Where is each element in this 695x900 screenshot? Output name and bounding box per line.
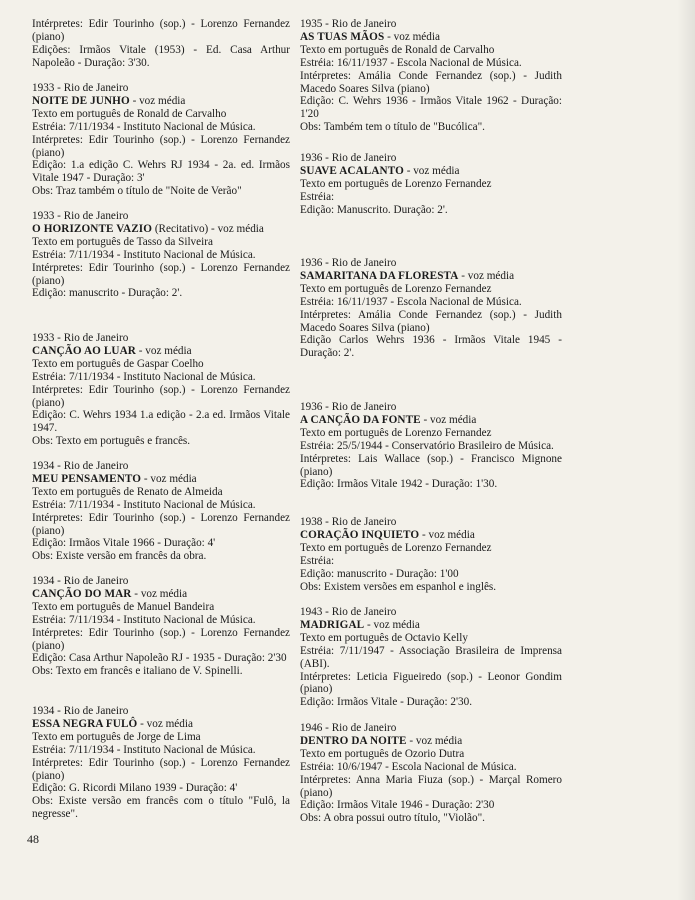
entry-line: Edição: manuscrito - Duração: 2'. [32,287,183,300]
entry-title: SUAVE ACALANTO [300,164,404,177]
entry-heading [32,718,290,731]
entry-line: Edição: manuscrito - Duração: 1'00 [300,567,459,580]
entry-continuation [32,18,290,70]
entry-line: Intérpretes: Anna Maria Fiuza (sop.) - Marçal Romero (piano) [300,773,562,799]
entry-title: MEU PENSAMENTO [32,472,142,485]
entry-line: Obs: A obra possui outro título, "Violão". [300,812,485,825]
entry-title: ESSA NEGRA FULÔ [32,717,138,730]
entry-heading [300,529,562,542]
entry-line: Intérpretes: Amália Conde Fernandez (sop.) - Judith Macedo Soares Silva (piano) [300,69,562,95]
entry-heading [300,270,562,283]
entry-madrigal [300,606,562,709]
entry-year-place: 1936 - Rio de Janeiro [300,152,397,164]
entry-line: Obs: Também tem o título de "Bucólica". [300,121,485,134]
entry-line: Edição: C. Wehrs 1934 1.a edição - 2.a ed. Irmãos Vitale 1947. [32,409,290,435]
entry-essa-negra-fulo [32,705,290,821]
entry-line: Edição: Irmãos Vitale 1942 - Duração: 1'30. [300,478,498,491]
entry-voice: - voz média [458,269,515,282]
entry-title: SAMARITANA DA FLORESTA [300,269,459,282]
entry-voice: - voz média [131,587,188,600]
entry-cancao-ao-luar [32,332,290,448]
entry-year-place: 1933 - Rio de Janeiro [32,210,129,222]
entry-heading [300,619,562,632]
entry-voice: - voz média [403,164,460,177]
entry-o-horizonte-vazio [32,210,290,300]
entry-line: Texto em português de Tasso da Silveira [32,235,213,248]
entry-line: Estréia: 7/11/1934 - Instituto Nacional de Música. [32,498,256,511]
entry-as-tuas-maos [300,18,562,134]
entry-line: Estréia: 7/11/1934 - Instituto Nacional de Música. [32,743,256,756]
entry-samaritana-da-floresta [300,257,562,360]
entry-line: Edição: Irmãos Vitale 1946 - Duração: 2'30 [300,799,495,812]
entry-line: Estréia: [300,554,335,567]
entry-line: Intérpretes: Edir Tourinho (sop.) - Lorenzo Fernandez (piano) [32,18,290,43]
entry-dentro-da-noite [300,722,562,825]
entry-line: Intérpretes: Leticia Figueiredo (sop.) - Leonor Gondim (piano) [300,670,562,696]
entry-line: Texto em português de Ronald de Carvalho [32,107,227,120]
entry-line: Intérpretes: Lais Wallace (sop.) - Francisco Mignone (piano) [300,452,562,478]
entry-line: Edição: 1.a edição C. Wehrs RJ 1934 - 2a. ed. Irmãos Vitale 1947 - Duração: 3' [32,159,290,185]
entry-title: CANÇÃO AO LUAR [32,344,136,357]
entry-line: Texto em português de Lorenzo Fernandez [300,177,492,190]
entry-line: Texto em português de Manuel Bandeira [32,600,215,613]
entry-line: Intérpretes: Edir Tourinho (sop.) - Lorenzo Fernandez (piano) [32,133,290,159]
entry-voice: - voz média [384,30,440,43]
entry-line: Estréia: 16/11/1937 - Escola Nacional de Música. [300,295,522,308]
entry-year-place: 1933 - Rio de Janeiro [32,332,129,344]
entry-line: Edições: Irmãos Vitale (1953) - Ed. Casa Arthur Napoleão - Duração: 3'30. [32,43,290,69]
entry-line: Obs: Texto em francês e italiano de V. Spinelli. [32,665,243,678]
entry-line: Obs: Existem versões em espanhol e inglês. [300,580,497,593]
entry-line: Edição: G. Ricordi Milano 1939 - Duração: 4' [32,782,238,795]
entry-cancao-do-mar [32,575,290,678]
entry-heading [32,588,290,601]
entry-line: Estréia: 25/5/1944 - Conservatório Brasileiro de Música. [300,439,554,452]
entry-coracao-inquieto [300,516,562,593]
entry-title: CANÇÃO DO MAR [32,587,132,600]
entry-title: NOITE DE JUNHO [32,94,130,107]
entry-title: A CANÇÃO DA FONTE [300,413,421,426]
entry-line: Texto em português de Ronald de Carvalho [300,43,495,56]
entry-voice: - voz média [137,717,193,730]
entry-title: O HORIZONTE VAZIO [32,222,153,235]
entry-line: Intérpretes: Edir Tourinho (sop.) - Lorenzo Fernandez (piano) [32,756,290,782]
entry-line: Texto em português de Renato de Almeida [32,485,223,498]
entry-line: Edição: Irmãos Vitale - Duração: 2'30. [300,696,472,709]
entry-voice: - voz média [420,413,477,426]
entry-line: Intérpretes: Edir Tourinho (sop.) - Lorenzo Fernandez (piano) [32,261,290,287]
entry-noite-de-junho [32,82,290,198]
entry-line: Estréia: [300,190,335,203]
entry-line: Texto em português de Jorge de Lima [32,730,201,743]
entry-line: Estréia: 16/11/1937 - Escola Nacional de Música. [300,56,522,69]
entry-voice: - voz média [406,734,463,747]
entry-year-place: 1934 - Rio de Janeiro [32,705,129,717]
entry-line: Obs: Existe versão em francês com o título "Fulô, la negresse". [32,795,290,821]
entry-a-cancao-da-fonte [300,401,562,491]
entry-title: MADRIGAL [300,618,365,631]
entry-line: Intérpretes: Edir Tourinho (sop.) - Lorenzo Fernandez (piano) [32,626,290,652]
entry-voice: - voz média [419,528,475,541]
entry-line: Intérpretes: Edir Tourinho (sop.) - Lorenzo Fernandez (piano) [32,383,290,409]
entry-line: Texto em português de Lorenzo Fernandez [300,282,492,295]
entry-line: Edição Carlos Wehrs 1936 - Irmãos Vitale 1945 - Duração: 2'. [300,334,562,360]
entry-line: Texto em português de Lorenzo Fernandez [300,426,492,439]
entry-title: AS TUAS MÃOS [300,30,385,43]
page-edge-shadow [677,0,695,900]
entry-year-place: 1936 - Rio de Janeiro [300,401,397,413]
entry-line: Estréia: 7/11/1934 - Instituto Nacional de Música. [32,120,256,133]
entry-voice: - voz média [135,344,192,357]
entry-heading [300,31,562,44]
entry-year-place: 1934 - Rio de Janeiro [32,460,129,472]
entry-heading [300,735,562,748]
entry-line: Edição: Manuscrito. Duração: 2'. [300,203,448,216]
entry-voice: (Recitativo) - voz média [152,222,264,235]
entry-year-place: 1946 - Rio de Janeiro [300,722,397,734]
page-number: 48 [27,832,39,846]
entry-heading [300,165,562,178]
entry-heading [32,345,290,358]
entry-line: Texto em português de Lorenzo Fernandez [300,541,492,554]
entry-title: DENTRO DA NOITE [300,734,407,747]
entry-line: Obs: Traz também o título de "Noite de Verão" [32,185,242,198]
entry-line: Estréia: 7/11/1947 - Associação Brasileira de Imprensa (ABI). [300,644,562,670]
entry-year-place: 1936 - Rio de Janeiro [300,257,397,269]
entry-line: Estréia: 7/11/1934 - Instituto Nacional de Música. [32,248,256,261]
entry-suave-acalanto [300,152,562,217]
entry-line: Obs: Existe versão em francês da obra. [32,550,207,563]
entry-heading [32,95,290,108]
entry-line: Texto em português de Ozorio Dutra [300,747,465,760]
entry-line: Obs: Texto em português e francês. [32,435,191,448]
entry-year-place: 1943 - Rio de Janeiro [300,606,397,618]
entry-line: Edição: C. Wehrs 1936 - Irmãos Vitale 1962 - Duração: 1'20 [300,95,562,121]
entry-line: Estréia: 7/11/1934 - Instituto Nacional de Música. [32,613,256,626]
entry-line: Intérpretes: Amália Conde Fernandez (sop.) - Judith Macedo Soares Silva (piano) [300,308,562,334]
entry-line: Edição: Casa Arthur Napoleão RJ - 1935 - Duração: 2'30 [32,652,287,665]
entry-heading [32,473,290,486]
entry-line: Estréia: 7/11/1934 - Instituto Nacional de Música. [32,370,256,383]
entry-voice: - voz média [141,472,197,485]
entry-heading [32,223,290,236]
entry-year-place: 1935 - Rio de Janeiro [300,18,397,30]
entry-meu-pensamento [32,460,290,563]
entry-line: Texto em português de Octavio Kelly [300,631,468,644]
entry-voice: - voz média [129,94,186,107]
entry-year-place: 1934 - Rio de Janeiro [32,575,129,587]
entry-year-place: 1938 - Rio de Janeiro [300,516,397,528]
entry-line: Intérpretes: Edir Tourinho (sop.) - Lorenzo Fernandez (piano) [32,511,290,537]
entry-heading [300,414,562,427]
entry-line: Estréia: 10/6/1947 - Escola Nacional de Música. [300,760,517,773]
entry-title: CORAÇÃO INQUIETO [300,528,420,541]
entry-year-place: 1933 - Rio de Janeiro [32,82,129,94]
entry-line: Texto em português de Gaspar Coelho [32,357,204,370]
entry-line: Edição: Irmãos Vitale 1966 - Duração: 4' [32,537,216,550]
entry-voice: - voz média [364,618,420,631]
